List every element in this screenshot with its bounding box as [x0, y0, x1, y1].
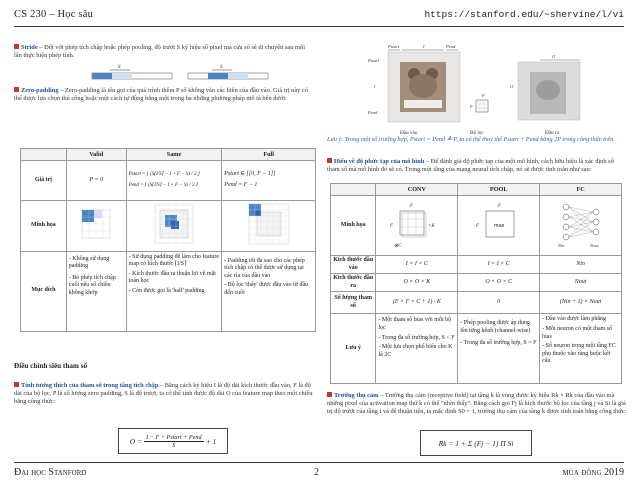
o-top-label: O: [552, 54, 556, 59]
stride-strip-1: [92, 73, 172, 79]
filter-caption: Bộ lọc: [470, 130, 484, 136]
fc-nin: Nin: [557, 242, 565, 248]
footer-term: mùa đông 2019: [562, 467, 624, 478]
fc-note-2: - Mỗi neuron có một tham số bias: [542, 325, 613, 340]
output-image-placeholder: [518, 62, 580, 120]
conv-icon: [382, 199, 452, 249]
bullet-icon: [14, 87, 19, 92]
header-divider: [14, 26, 624, 27]
compatibility-text: – Bằng cách ký hiệu I là độ dài kích thước đầu vào, F là độ dài của bộ lọc, P là số lượng zero padding, S là độ trượt, ta có thể tính được độ dài O của feature map theo một chiều bằng công thức:: [14, 382, 313, 405]
bullet-icon: [14, 382, 19, 387]
row-label-illustration-2: Minh họa: [331, 196, 376, 256]
formula-tail: + 1: [205, 436, 217, 446]
o-left-label: O: [510, 84, 514, 89]
fc-icon: [546, 199, 616, 249]
full-illustration: [222, 201, 316, 252]
complexity-keyword: Hiểu về độ phức tạp của mô hình: [334, 158, 425, 165]
header-same: Same: [126, 149, 222, 161]
pool-f-top: F: [497, 203, 501, 209]
valid-value: P = 0: [66, 161, 126, 201]
pool-f-left: F: [475, 223, 479, 229]
pstart-top-label: Pstart: [388, 44, 400, 49]
valid-grid-icon: [78, 206, 114, 242]
compatibility-paragraph: [14, 382, 314, 406]
full-value-end: Pend = F − 1: [224, 182, 258, 188]
same-purpose-2: - Kích thước đầu ra thuận lợi về mặt toán học: [128, 270, 216, 285]
pend-left-label: Pend: [368, 110, 378, 115]
full-grid-icon: [247, 202, 291, 246]
complexity-table-corner: [331, 184, 376, 196]
complexity-paragraph: [327, 158, 627, 174]
same-purpose-3: - Còn được gọi là 'half' padding: [128, 287, 205, 294]
same-value-end: Pend = ⌈ (S⌈I/S⌉ − I + F − S) / 2 ⌉: [128, 183, 198, 188]
fc-nout: Nout: [589, 242, 599, 248]
padding-figure: [360, 40, 630, 130]
conv-input-size: I × I × C: [376, 256, 458, 274]
receptive-field-formula: Rk = 1 + Σ (Fj − 1) Π Si: [420, 430, 532, 456]
row-label-input-size: Kích thước đầu vào: [331, 256, 376, 274]
hyperparameter-section-title: Điều chỉnh siêu tham số: [14, 362, 88, 370]
conv-f-top: F: [409, 203, 413, 209]
receptive-field-keyword: Trường thụ cảm: [334, 392, 379, 399]
bullet-icon: [14, 44, 19, 49]
row-label-output-size: Kích thước đầu ra: [331, 274, 376, 292]
i-top-label: I: [423, 44, 425, 49]
header-full: Full: [222, 149, 316, 161]
header-pool: POOL: [458, 184, 540, 196]
formula-lhs: O =: [129, 436, 143, 446]
input-caption: Đầu vào: [400, 130, 418, 136]
row-label-notes: Lưu ý: [331, 314, 376, 384]
conv-illustration: [376, 196, 458, 256]
full-value-start: Pstart ∈ [[0, F − 1]]: [224, 171, 276, 178]
stride-text: – Đối với phép tích chập hoặc phép pooling, độ trượt S ký hiệu số pixel mà cửa sổ sẽ di chuyển sau mỗi lần thực hiện phép tính.: [14, 44, 305, 59]
full-purpose-1: - Padding tối đa sao cho các phép tích chập có thể được sử dụng tại các rìa của đầu vào: [224, 257, 305, 279]
same-grid-icon: [153, 203, 195, 245]
row-label-illustration: Minh họa: [21, 201, 67, 252]
stride-keyword: Stride: [21, 44, 38, 51]
full-purpose-2: - Bộ lọc 'thấy' được đầu vào từ đầu đến cuối: [224, 282, 309, 296]
pool-output-size: O × O × C: [458, 274, 540, 292]
pool-max-label: max: [493, 222, 505, 229]
same-purpose-1: - Sử dụng padding để làm cho feature map có kích thước ⌈I/S⌉: [128, 253, 220, 268]
formula-numerator: I − F + Pstart + Pend: [146, 433, 202, 441]
output-caption: Đầu ra: [545, 130, 559, 136]
header-valid: Valid: [66, 149, 126, 161]
fc-input-size: Nin: [540, 256, 622, 274]
same-illustration: [126, 201, 222, 252]
stride-label-2: S: [220, 65, 223, 70]
bullet-icon: [327, 392, 332, 397]
header-conv: CONV: [376, 184, 458, 196]
conv-note-1: - Một tham số bias với mỗi bộ lọc: [378, 317, 452, 331]
input-image-placeholder: [388, 52, 460, 122]
stride-paragraph: [14, 44, 314, 60]
full-value-cell: [222, 161, 316, 201]
footer-institution: Đại học Stanford: [14, 467, 87, 478]
zero-padding-keyword: Zero-padding: [21, 87, 59, 94]
conv-f-left: F: [389, 223, 393, 229]
filter-box: [476, 100, 488, 112]
pool-icon: [464, 199, 534, 249]
same-value-cell: [126, 161, 222, 201]
fc-note-1: - Đầu vào được làm phẳng: [542, 316, 607, 323]
valid-purpose-2: - Bỏ phép tích chập cuối nếu số chiều không khớp: [68, 274, 116, 296]
full-purpose-cell: [222, 251, 316, 331]
pool-notes-cell: [458, 314, 540, 384]
fc-notes-cell: [540, 314, 622, 384]
conv-notes-cell: [376, 314, 458, 384]
row-label-purpose: Mục đích: [21, 251, 67, 331]
fc-params: (Nin + 1) × Nout: [540, 292, 622, 314]
pool-note-2: - Trong đa số trường hợp, S = F: [460, 339, 537, 346]
stride-strip-2: [188, 73, 268, 79]
header-fc: FC: [540, 184, 622, 196]
bullet-icon: [327, 158, 332, 163]
padding-table: [20, 148, 316, 332]
pend-top-label: Pend: [446, 44, 456, 49]
fc-output-size: Nout: [540, 274, 622, 292]
conv-times-k: ×K: [427, 223, 435, 229]
conv-params: (F × F × C + 1) · K: [376, 292, 458, 314]
formula-fraction: [144, 434, 204, 449]
fc-note-3: - Số neuron trong một tầng FC phụ thuộc vào ràng buộc kết cấu: [542, 343, 616, 365]
conv-c: ⊗C: [393, 243, 402, 249]
zero-padding-paragraph: [14, 87, 314, 103]
conv-note-3: - Một lựa chọn phổ biến cho K là 2C: [378, 344, 453, 358]
conv-note-2: - Trong đa số trường hợp, S < F: [378, 334, 455, 341]
compatibility-keyword: Tính tương thích của tham số trong tầng tích chập: [21, 382, 159, 389]
fc-illustration: [540, 196, 622, 256]
footer-page-number: 2: [314, 467, 319, 478]
row-label-params: Số lượng tham số: [331, 292, 376, 314]
same-purpose-cell: [126, 251, 222, 331]
pstart-left-label: Pstart: [368, 58, 380, 63]
valid-purpose-1: - Không sử dụng padding: [68, 255, 110, 270]
header-title: CS 230 – Học sâu: [14, 9, 94, 20]
complexity-text: – Để đánh giá độ phức tạp của một mô hình, cách hữu hiệu là xác định số tham số mà mô hình đó sẽ có. Trong một tầng của mạng neural tích chập, nó sẽ được tính toán như sau:: [327, 158, 614, 173]
stride-label-1: S: [118, 65, 121, 70]
figure-caption: Lưu ý: Trong một số trường hợp, Pstart = Pend ≜ P, ta có thể thay thế Pstart + Pend bằng 2P trong công thức trên.: [327, 136, 615, 143]
footer-divider: [14, 462, 624, 463]
output-size-formula: [118, 428, 228, 454]
padding-table-corner: [21, 149, 67, 161]
i-left-label: I: [374, 84, 376, 89]
pool-input-size: I × I × C: [458, 256, 540, 274]
conv-output-size: O × O × K: [376, 274, 458, 292]
same-value-start: Pstart = ⌊ (S⌈I/S⌉ − I + F − S) / 2 ⌋: [128, 172, 200, 178]
zero-padding-text: – Zero-padding là tên gọi của quá trình thêm P số không vào các biên của đầu vào. Giá trị này có thể được lựa chọn thủ công hoặc một cách tự động bằng một trong ba những phương pháp mô tả bên dưới:: [14, 87, 308, 102]
receptive-field-text: – Trường thụ cảm (receptive field) tại tầng k là vùng được ký hiệu Rk × Rk của đầu vào mà những pixel của activation map thứ k có thể "nhìn thấy". Bằng cách gọi Fj là kích thước bộ lọc của tầng j và Si là giá trị độ trượt của tầng i và để thuận tiện, ta mặc định S0 = 1, trường thụ cảm của tầng k được tính toán bằng công thức:: [327, 392, 627, 415]
stride-illustration: [88, 62, 278, 84]
pool-illustration: [458, 196, 540, 256]
header-url[interactable]: https://stanford.edu/~shervine/l/vi: [424, 9, 624, 20]
f-top-label: F: [482, 93, 485, 98]
valid-illustration: [66, 201, 126, 252]
complexity-table: [330, 183, 622, 384]
formula-denominator: S: [172, 441, 176, 449]
pool-note-1: - Phép pooling được áp dụng lên từng kênh (channel-wise): [460, 320, 531, 334]
f-left-label: F: [470, 104, 473, 109]
pool-params: 0: [458, 292, 540, 314]
receptive-field-paragraph: [327, 392, 627, 416]
row-label-value: Giá trị: [21, 161, 67, 201]
valid-purpose-cell: [66, 251, 126, 331]
